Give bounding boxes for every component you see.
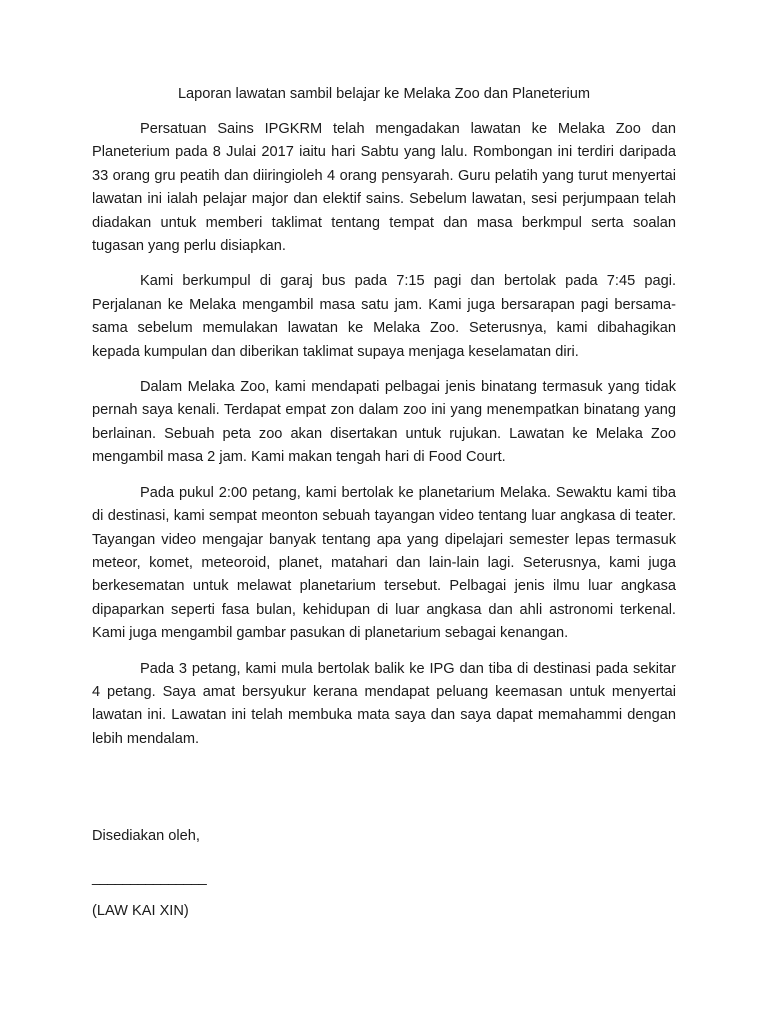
author-name: (LAW KAI XIN): [92, 903, 189, 919]
document-title: Laporan lawatan sambil belajar ke Melaka Zoo dan Planeterium: [177, 86, 591, 102]
signature-line: _______________: [92, 870, 207, 886]
document-body: [92, 84, 676, 763]
paragraph-1: Persatuan Sains IPGKRM telah mengadakan lawatan ke Melaka Zoo dan Planeterium pada 8 Julai 2017 iaitu hari Sabtu yang lalu. Rombongan ini terdiri daripada 33 orang gru peatih dan diiringioleh 4 orang pensyarah. Guru pelatih yang turut menyertai lawatan ini ialah pelajar major dan elektif sains. Sebelum lawatan, sesi perjumpaan telah diadakan untuk memberi taklimat tentang tempat dan masa berkmpul serta soalan tugasan yang perlu disiapkan.: [92, 121, 676, 255]
paragraph-2: Kami berkumpul di garaj bus pada 7:15 pagi dan bertolak pada 7:45 pagi. Perjalanan ke Melaka mengambil masa satu jam. Kami juga bersarapan pagi bersama-sama sebelum memulakan lawatan ke Melaka Zoo. Seterusnya, kami dibahagikan kepada kumpulan dan diberikan taklimat supaya menjaga keselamatan diri.: [92, 273, 676, 360]
closing-text: Disediakan oleh,: [92, 828, 200, 844]
paragraph-4: Pada pukul 2:00 petang, kami bertolak ke planetarium Melaka. Sewaktu kami tiba di destinasi, kami sempat meonton sebuah tayangan video tentang luar angkasa di teater. Tayangan video mengajar banyak tentang apa yang dipelajari semester lepas termasuk meteor, komet, meteoroid, planet, matahari dan lain-lain lagi. Seterusnya, kami juga berkesematan untuk melawat planetarium tersebut. Pelbagai jenis ilmu luar angkasa dipaparkan seperti fasa bulan, kehidupan di luar angkasa dan ahli astronomi terkenal. Kami juga mengambil gambar pasukan di planetarium sebagai kenangan.: [92, 484, 676, 642]
paragraph-3: Dalam Melaka Zoo, kami mendapati pelbagai jenis binatang termasuk yang tidak pernah saya kenali. Terdapat empat zon dalam zoo ini yang menempatkan binatang yang berlainan. Sebuah peta zoo akan disertakan untuk rujukan. Lawatan ke Melaka Zoo mengambil masa 2 jam. Kami makan tengah hari di Food Court.: [92, 379, 676, 466]
paragraph-5: Pada 3 petang, kami mula bertolak balik ke IPG dan tiba di destinasi pada sekitar 4 petang. Saya amat bersyukur kerana mendapat peluang keemasan untuk menyertai lawatan ini. Lawatan ini telah membuka mata saya dan saya dapat memahammi dengan lebih mendalam.: [92, 660, 676, 747]
